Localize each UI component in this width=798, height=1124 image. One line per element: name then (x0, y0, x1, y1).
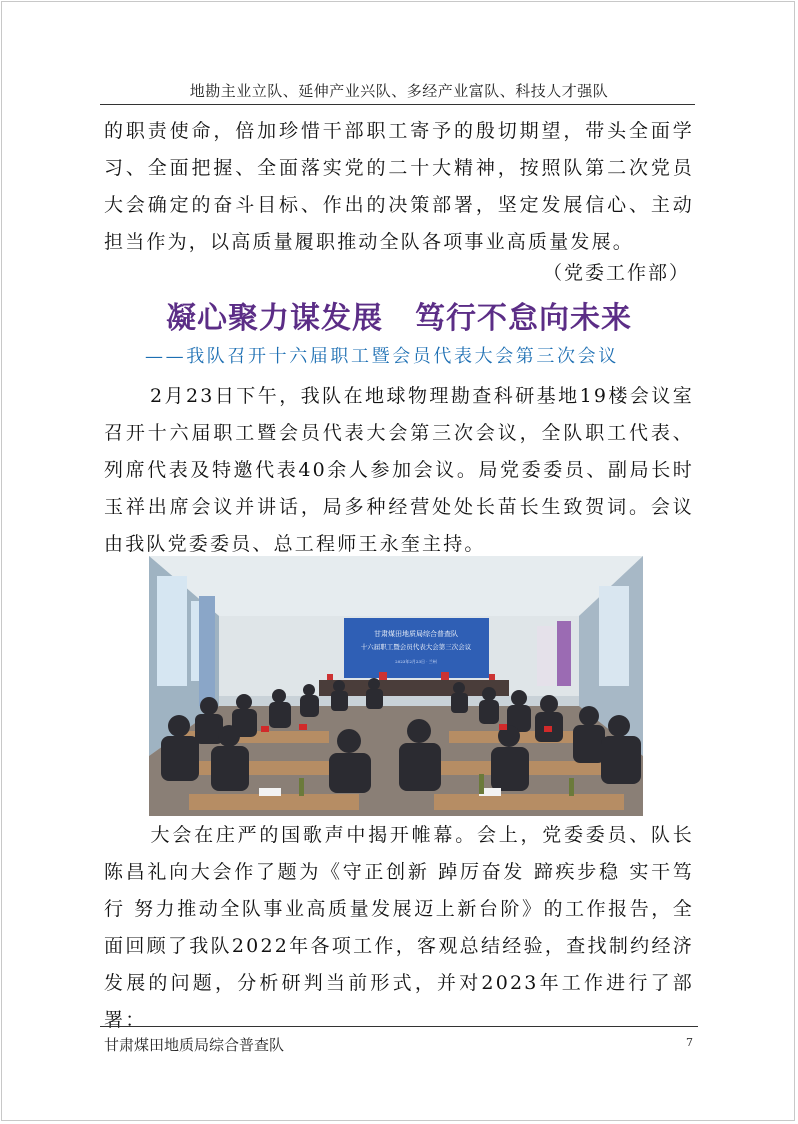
article-title-part1: 凝心聚力谋发展 (166, 301, 383, 336)
footer-rule (100, 1026, 698, 1027)
article-paragraph-1-text: 2月23日下午，我队在地球物理勘查科研基地19楼会议室召开十六届职工暨会员代表大会第三次会议，全队职工代表、列席代表及特邀代表40余人参加会议。局党委委员、副局长时玉祥出席会议并讲话，局多种经营处处长苗长生致贺词。会议由我队党委委员、总工程师王永奎主持。 (104, 385, 694, 555)
footer-org-name: 甘肃煤田地质局综合普查队 (104, 1036, 285, 1054)
previous-article-tail: 的职责使命，倍加珍惜干部职工寄予的殷切期望，带头全面学习、全面把握、全面落实党的二十大精神，按照队第二次党员大会确定的奋斗目标、作出的决策部署，坚定发展信心、主动担当作为，以高质量履职推动全队各项事业高质量发展。 (104, 120, 694, 253)
article-paragraph-2-text: 大会在庄严的国歌声中揭开帷幕。会上，党委委员、队长陈昌礼向大会作了题为《守正创新 踔厉奋发 蹄疾步稳 实干笃行 努力推动全队事业高质量发展迈上新台阶》的工作报告，全面回顾了我队2022年各项工作，客观总结经验，查找制约经济发展的问题，分析研判当前形式，并对2023年工作进行了部署： (104, 824, 694, 1031)
page-number: 7 (686, 1036, 693, 1049)
meeting-photo (149, 556, 643, 816)
running-header: 地勘主业立队、延伸产业兴队、多经产业富队、科技人才强队 (189, 82, 609, 100)
article-paragraph-2 (104, 817, 694, 1039)
banner-line-3: 2023年2月23日 · 兰州 (395, 659, 437, 664)
article-title (0, 293, 798, 337)
article-title-part2: 笃行不怠向未来 (415, 301, 632, 336)
article-paragraph-1 (104, 378, 694, 563)
article-subtitle: ——我队召开十六届职工暨会员代表大会第三次会议 (145, 346, 619, 367)
banner-line-2: 十六届职工暨会员代表大会第三次会议 (360, 643, 472, 651)
banner-line-1: 甘肃煤田地质局综合普查队 (374, 630, 458, 638)
header-rule (100, 104, 695, 105)
department-signature: （党委工作部） (542, 262, 690, 284)
